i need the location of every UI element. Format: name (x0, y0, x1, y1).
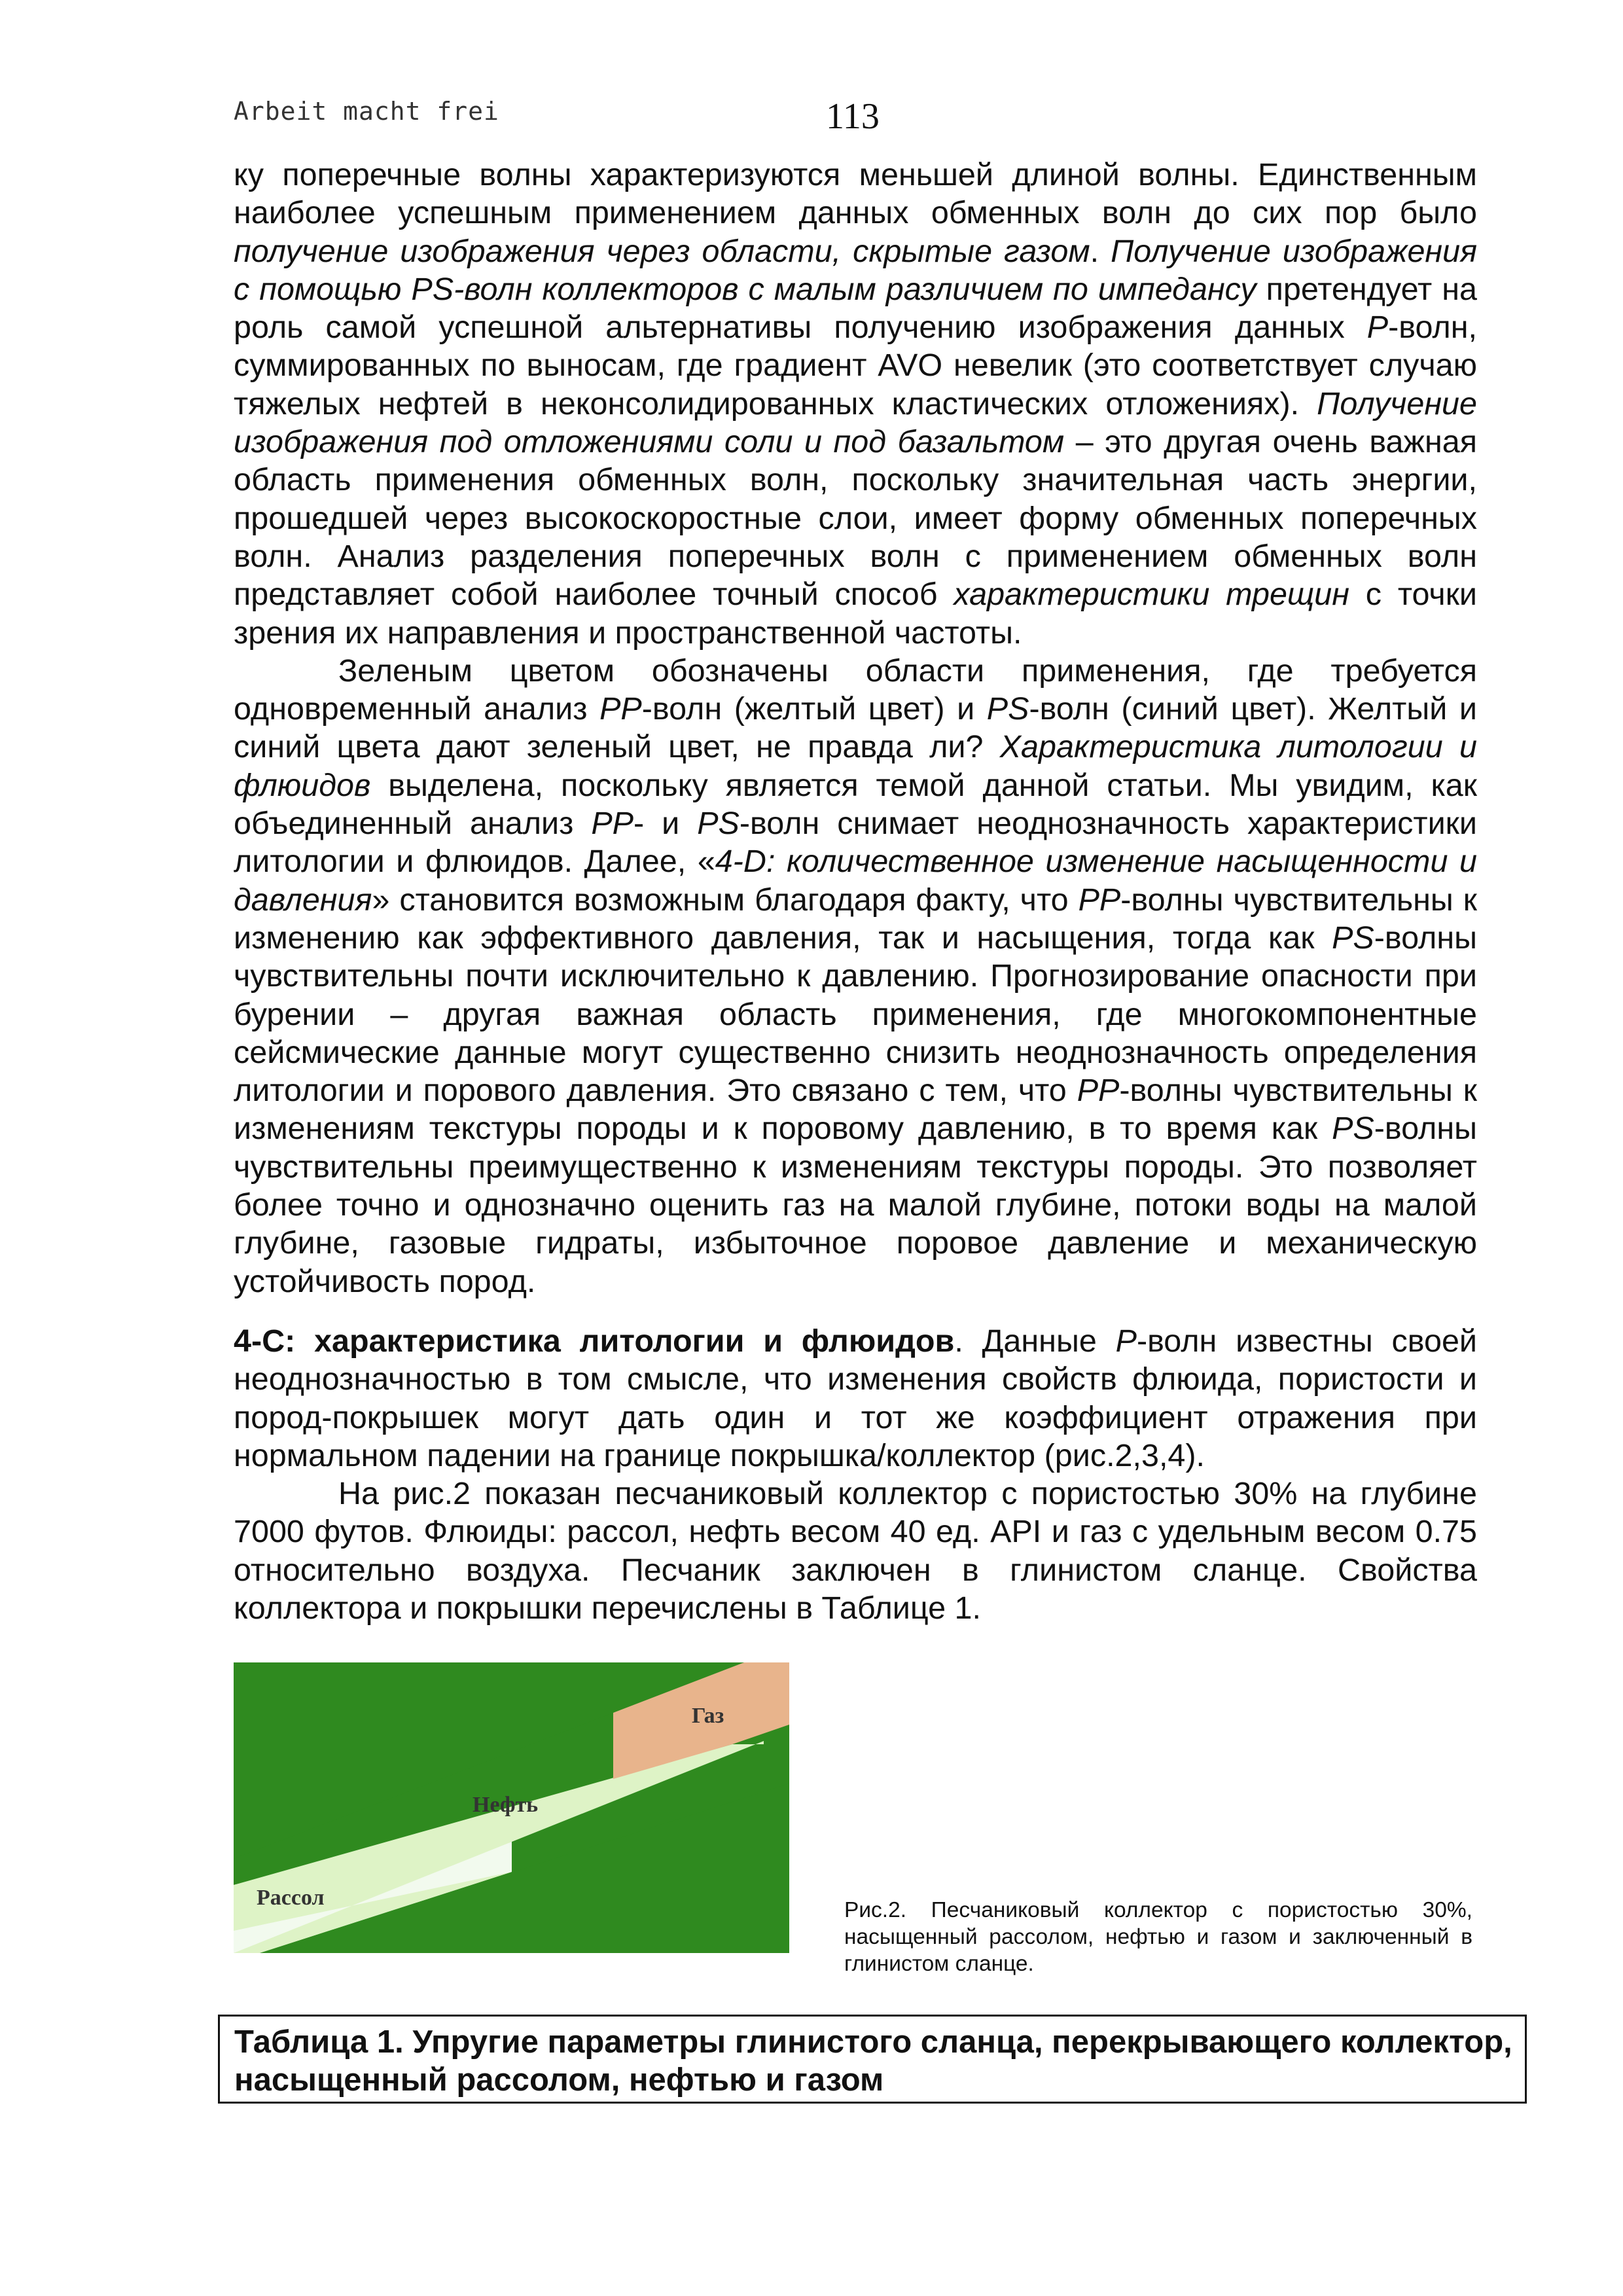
section-paragraph: 4-С: характеристика литологии и флюидов. Данные P-волн известны своей неоднозначностью в том смысле, что изменения свойств флюида, пористости и пород-покрышек могут дать один и тот же коэффициент отражения при нормальном падении на границе покрышка/коллектор (рис.2,3,4). (234, 1323, 1478, 1473)
text-block-2 (234, 1322, 1477, 1627)
oil-label: Нефть (473, 1793, 539, 1817)
section-heading: 4-С: характеристика литологии и флюидов (234, 1323, 955, 1359)
text-block-1 (234, 156, 1477, 1300)
paragraph: Зеленым цветом обозначены области применения, где требуется одновременный анализ PP-волн (желтый цвет) и PS-волн (синий цвет). Желтый и синий цвета дают зеленый цвет, не правда ли? Характеристика литологии и флюидов выделена, поскольку является темой данной статьи. Мы увидим, как объединенный анализ PP- и PS-волн снимает неоднозначность характеристики литологии и флюидов. Далее, «4-D: количественное изменение насыщенности и давления» становится возможным благодаря факту, что PP-волны чувствительны к изменению как эффективного давления, так и насыщения, тогда как PS-волны чувствительны почти исключительно к давлению. Прогнозирование опасности при бурении – другая важная область применения, где многокомпонентные сейсмические данные могут существенно снизить неоднозначность определения литологии и порового давления. Это связано с тем, что PP-волны чувствительны к изменениям текстуры породы и к поровому давлению, в то время как PS-волны чувствительны преимущественно к изменениям текстуры породы. Это позволяет более точно и однозначно оценить газ на малой глубине, потоки воды на малой глубине, газовые гидраты, избыточное поровое давление и механическую устойчивость пород. (234, 653, 1478, 1299)
reservoir-diagram (234, 1662, 789, 1953)
reservoir-figure (234, 1662, 789, 1953)
figure-caption: Рис.2. Песчаниковый коллектор с пористостью 30%, насыщенный рассолом, нефтью и газом и заключенный в глинистом сланце. (844, 1898, 1472, 1976)
paragraph: ку поперечные волны характеризуются меньшей длиной волны. Единственным наиболее успешным применением данных обменных волн до сих пор было получение изображения через области, скрытые газом. Получение изображения с помощью PS-волн коллекторов с малым различием по импедансу претендует на роль самой успешной альтернативы получению изображения данных P-волн, суммированных по выносам, где градиент AVO невелик (это соответствует случаю тяжелых нефтей в неконсолидированных кластических отложениях). Получение изображения под отложениями соли и под базальтом – это другая очень важная область применения обменных волн, поскольку значительная часть энергии, прошедшей через высокоскоростные слои, имеет форму обменных поперечных волн. Анализ разделения поперечных волн с применением обменных волн представляет собой наиболее точный способ характеристики трещин с точки зрения их направления и пространственной частоты. (234, 157, 1478, 651)
running-head: Arbeit macht frei (234, 97, 499, 126)
table-title: Таблица 1. Упругие параметры глинистого сланца, перекрывающего коллектор, насыщенный рассолом, нефтью и газом (218, 2015, 1527, 2104)
brine-label: Рассол (257, 1886, 325, 1910)
paragraph: На рис.2 показан песчаниковый коллектор с пористостью 30% на глубине 7000 футов. Флюиды: рассол, нефть весом 40 ед. API и газ с удельным весом 0.75 относительно воздуха. Песчаник заключен в глинистом сланце. Свойства коллектора и покрышки перечислены в Таблице 1. (234, 1476, 1477, 1626)
gas-label: Газ (692, 1704, 724, 1728)
page-number: 113 (826, 96, 880, 137)
